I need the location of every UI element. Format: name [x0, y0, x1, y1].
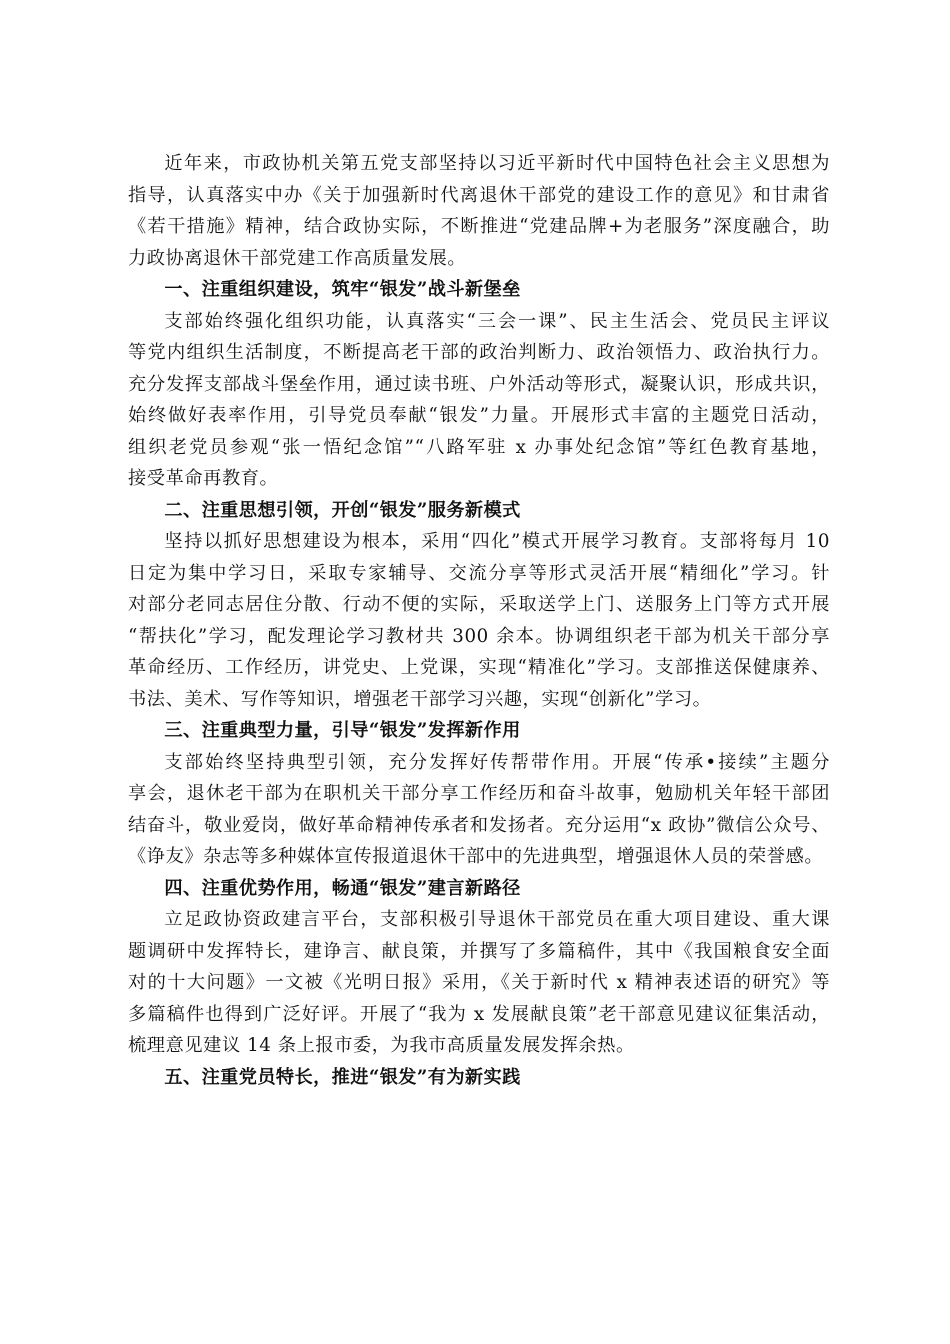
section-heading: 一、注重组织建设，筑牢“银发”战斗新堡垒 [164, 279, 521, 300]
text-line: 结奋斗，敬业爱岗，做好革命精神传承者和发扬者。充分运用“x 政协”微信公众号、 [128, 814, 830, 836]
text-line: 坚持以抓好思想建设为根本，采用“四化”模式开展学习教育。支部将每月 10 [164, 531, 830, 552]
text-line: 接受革命再教育。 [128, 468, 279, 489]
section-heading: 五、注重党员特长，推进“银发”有为新实践 [164, 1066, 521, 1088]
section-paragraph [128, 526, 830, 715]
text-line: 支部始终强化组织功能，认真落实“三会一课”、民主生活会、党员民主评议 [164, 310, 830, 332]
text-line: 始终做好表率作用，引导党员奉献“银发”力量。开展形式丰富的主题党日活动， [128, 405, 830, 426]
text-line: 题调研中发挥特长，建诤言、献良策，并撰写了多篇稿件，其中《我国粮食安全面 [128, 940, 830, 962]
text-line: 近年来，市政协机关第五党支部坚持以习近平新时代中国特色社会主义思想为 [164, 153, 830, 174]
text-line: 享会，退休老干部为在职机关干部分享工作经历和奋斗故事，勉励机关年轻干部团 [128, 783, 830, 804]
text-line: 指导，认真落实中办《关于加强新时代离退休干部党的建设工作的意见》和甘肃省 [128, 184, 830, 206]
text-line: 多篇稿件也得到广泛好评。开展了“我为 x 发展献良策”老干部意见建议征集活动， [128, 1003, 830, 1025]
intro-paragraph [128, 148, 830, 274]
text-line: 对部分老同志居住分散、行动不便的实际，采取送学上门、送服务上门等方式开展 [128, 594, 830, 615]
text-line: 力政协离退休干部党建工作高质量发展。 [128, 247, 467, 269]
text-line: 梳理意见建议 14 条上报市委，为我市高质量发展发挥余热。 [128, 1035, 635, 1056]
section-paragraph [128, 904, 830, 1062]
section-paragraph [128, 306, 830, 495]
text-line: 支部始终坚持典型引领，充分发挥好传帮带作用。开展“传承•接续”主题分 [164, 751, 830, 773]
text-line: 等党内组织生活制度，不断提高老干部的政治判断力、政治领悟力、政治执行力。 [128, 342, 830, 363]
text-line: 《诤友》杂志等多种媒体宣传报道退休干部中的先进典型，增强退休人员的荣誉感。 [128, 846, 824, 867]
section-heading: 二、注重思想引领，开创“银发”服务新模式 [164, 499, 521, 521]
text-line: 日定为集中学习日，采取专家辅导、交流分享等形式灵活开展“精细化”学习。针 [128, 562, 830, 584]
text-line: 立足政协资政建言平台，支部积极引导退休干部党员在重大项目建设、重大课 [164, 909, 830, 930]
section-heading: 三、注重典型力量，引导“银发”发挥新作用 [164, 720, 521, 741]
document-page [128, 148, 830, 1093]
text-line: 《若干措施》精神，结合政协实际，不断推进“党建品牌+为老服务”深度融合，助 [128, 216, 830, 237]
section-heading: 四、注重优势作用，畅通“银发”建言新路径 [164, 877, 521, 899]
text-line: 革命经历、工作经历，讲党史、上党课，实现“精准化”学习。支部推送保健康养、 [128, 657, 830, 678]
text-line: 书法、美术、写作等知识，增强老干部学习兴趣，实现“创新化”学习。 [128, 688, 712, 710]
text-line: 对的十大问题》一文被《光明日报》采用，《关于新时代 x 精神表述语的研究》等 [128, 972, 830, 993]
text-line: “帮扶化”学习，配发理论学习教材共 300 余本。协调组织老干部为机关干部分享 [128, 625, 830, 647]
section-paragraph [128, 747, 830, 873]
text-line: 组织老党员参观“张一悟纪念馆”“八路军驻 x 办事处纪念馆”等红色教育基地， [128, 436, 830, 458]
text-line: 充分发挥支部战斗堡垒作用，通过读书班、户外活动等形式，凝聚认识，形成共识， [128, 373, 830, 395]
